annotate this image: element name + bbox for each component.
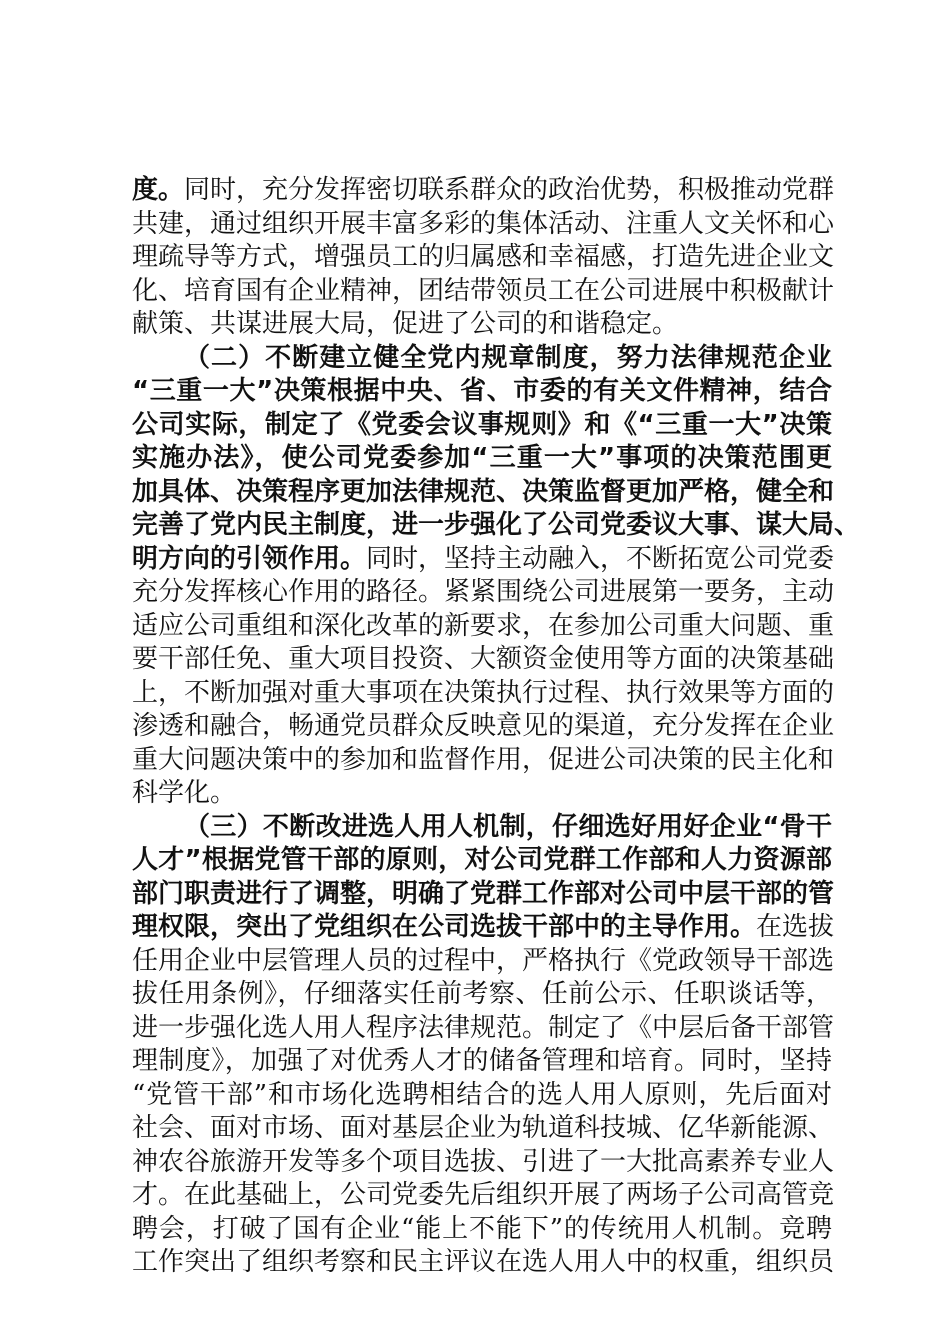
paragraph-2-line: 加具体、决策程序更加法律规范、决策监督更加严格，健全和	[132, 476, 835, 507]
paragraph-3-heading-line: （三）不断改进选人用人机制，仔细选好用好企业“骨干	[184, 811, 832, 842]
paragraph-2-heading-line: （二）不断建立健全党内规章制度，努力法律规范企业	[184, 342, 832, 373]
paragraph-2-line: 完善了党内民主制度，进一步强化了公司党委议大事、谋大局、	[132, 510, 861, 540]
paragraph-3-line: 神农谷旅游开发等多个项目选拔、引进了一大批高素养专业人	[132, 1146, 835, 1177]
paragraph-3-line: 任用企业中层管理人员的过程中，严格执行《党政领导干部选	[132, 945, 835, 976]
document-body	[132, 174, 861, 1280]
paragraph-2	[132, 342, 861, 811]
paragraph-2-line: 重大问题决策中的参加和监督作用，促进公司决策的民主化和	[132, 744, 835, 775]
paragraph-3-line: 进一步强化选人用人程序法律规范。制定了《中层后备干部管	[132, 1012, 835, 1043]
paragraph-3	[132, 811, 835, 1280]
paragraph-3-line: 工作突出了组织考察和民主评议在选人用人中的权重，组织员	[132, 1247, 835, 1277]
paragraph-3-line: 聘会，打破了国有企业“能上不能下”的传统用人机制。竞聘	[132, 1213, 832, 1244]
paragraph-1-line: 化、培育国有企业精神，团结带领员工在公司进展中积极献计	[132, 275, 835, 306]
paragraph-2-line: 公司实际，制定了《党委会议事规则》和《“三重一大”决策	[132, 409, 832, 440]
paragraph-3-line: 理权限，突出了党组织在公司选拔干部中的主导作用。在选拔	[132, 912, 835, 942]
paragraph-2-line: 科学化。	[132, 778, 237, 808]
paragraph-3-line: “党管干部”和市场化选聘相结合的选人用人原则，先后面对	[132, 1079, 832, 1110]
paragraph-3-line: 人才”根据党管干部的原则，对公司党群工作部和人力资源部	[132, 845, 832, 875]
paragraph-2-line: 适应公司重组和深化改革的新要求，在参加公司重大问题、重	[132, 610, 835, 641]
paragraph-3-line: 拔任用条例》，仔细落实任前考察、任前公示、任职谈话等，	[132, 979, 832, 1009]
paragraph-1	[132, 174, 835, 342]
paragraph-2-line: 实施办法》，使公司党委参加“三重一大”事项的决策范围更	[132, 443, 832, 473]
paragraph-3-line: 才。在此基础上，公司党委先后组织开展了两场子公司高管竞	[132, 1180, 835, 1210]
paragraph-2-line: 上，不断加强对重大事项在决策执行过程、执行效果等方面的	[132, 677, 835, 708]
paragraph-1-line: 共建，通过组织开展丰富多彩的集体活动、注重人文关怀和心	[132, 208, 835, 239]
paragraph-2-line: 充分发挥核心作用的路径。紧紧围绕公司进展第一要务，主动	[132, 577, 835, 607]
paragraph-1-line: 献策、共谋进展大局，促进了公司的和谐稳定。	[132, 309, 679, 339]
paragraph-1-line: 度。同时，充分发挥密切联系群众的政治优势，积极推动党群	[132, 175, 835, 205]
paragraph-3-line: 部门职责进行了调整，明确了党群工作部对公司中层干部的管	[132, 878, 835, 909]
paragraph-2-line: 渗透和融合，畅通党员群众反映意见的渠道，充分发挥在企业	[132, 711, 835, 741]
paragraph-3-line: 理制度》，加强了对优秀人才的储备管理和培育。同时，坚持	[132, 1046, 832, 1076]
paragraph-1-line: 理疏导等方式，增强员工的归属感和幸福感，打造先进企业文	[132, 242, 835, 272]
paragraph-2-line: “三重一大”决策根据中央、省、市委的有关文件精神，结合	[132, 376, 832, 406]
paragraph-3-line: 社会、面对市场、面对基层企业为轨道科技城、亿华新能源、	[132, 1113, 835, 1143]
paragraph-2-line: 明方向的引领作用。同时，坚持主动融入，不断拓宽公司党委	[132, 543, 835, 574]
paragraph-2-line: 要干部任免、重大项目投资、大额资金使用等方面的决策基础	[132, 644, 835, 674]
